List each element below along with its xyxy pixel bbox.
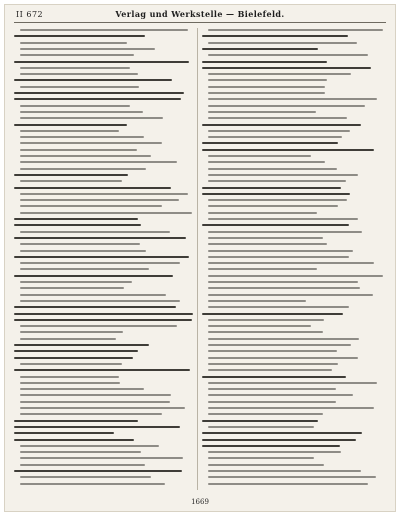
- text-line-texture: [202, 376, 346, 378]
- text-line-texture: [20, 86, 139, 88]
- text-line-texture: [202, 142, 338, 144]
- text-line-texture: [20, 294, 166, 296]
- text-line-texture: [208, 136, 342, 138]
- text-line-texture: [14, 187, 171, 189]
- text-line-texture: [202, 224, 349, 226]
- text-line-texture: [20, 325, 177, 327]
- text-line-texture: [14, 357, 133, 359]
- text-line-texture: [208, 470, 361, 472]
- text-line-texture: [208, 287, 360, 289]
- text-line-texture: [202, 124, 361, 126]
- text-line-texture: [208, 79, 327, 81]
- text-line-texture: [202, 48, 318, 50]
- text-line-texture: [208, 117, 347, 119]
- column-divider: [197, 28, 198, 490]
- text-line-texture: [20, 287, 124, 289]
- text-line-texture: [208, 338, 359, 340]
- text-line-texture: [208, 426, 314, 428]
- text-line-texture: [208, 388, 336, 390]
- text-line-texture: [208, 394, 353, 396]
- text-line-texture: [20, 457, 183, 459]
- text-line-texture: [208, 281, 358, 283]
- text-line-texture: [20, 111, 143, 113]
- text-line-texture: [208, 212, 317, 214]
- text-line-texture: [14, 98, 181, 100]
- text-line-texture: [20, 363, 122, 365]
- running-head: Verlag und Werkstelle — Bielefeld.: [115, 9, 285, 19]
- text-line-texture: [208, 457, 314, 459]
- text-line-texture: [14, 256, 189, 258]
- text-line-texture: [202, 61, 327, 63]
- text-line-texture: [20, 388, 144, 390]
- text-line-texture: [20, 464, 145, 466]
- text-line-texture: [14, 218, 138, 220]
- text-line-texture: [208, 401, 336, 403]
- text-line-texture: [20, 401, 170, 403]
- text-line-texture: [20, 105, 130, 107]
- text-line-texture: [202, 445, 340, 447]
- text-line-texture: [20, 300, 180, 302]
- text-line-texture: [14, 306, 176, 308]
- text-line-texture: [208, 161, 325, 163]
- text-line-texture: [208, 256, 349, 258]
- text-line-texture: [20, 268, 149, 270]
- text-line-texture: [208, 369, 332, 371]
- text-line-texture: [20, 262, 180, 264]
- text-line-texture: [208, 325, 311, 327]
- text-line-texture: [208, 294, 373, 296]
- text-line-texture: [20, 205, 162, 207]
- text-line-texture: [202, 35, 348, 37]
- text-line-texture: [14, 439, 134, 441]
- text-line-texture: [208, 357, 358, 359]
- text-line-texture: [208, 483, 368, 485]
- text-line-texture: [14, 174, 128, 176]
- text-line-texture: [20, 130, 119, 132]
- text-line-texture: [208, 180, 346, 182]
- text-line-texture: [14, 350, 138, 352]
- text-line-texture: [208, 155, 311, 157]
- text-line-texture: [208, 98, 377, 100]
- text-line-texture: [14, 313, 193, 315]
- text-line-texture: [20, 331, 123, 333]
- text-line-texture: [208, 382, 377, 384]
- text-line-texture: [20, 382, 120, 384]
- text-line-texture: [20, 73, 138, 75]
- text-line-texture: [202, 193, 350, 195]
- text-line-texture: [208, 268, 317, 270]
- text-line-texture: [208, 54, 368, 56]
- text-line-texture: [20, 281, 132, 283]
- text-line-texture: [14, 344, 149, 346]
- text-line-texture: [20, 451, 141, 453]
- text-line-texture: [202, 439, 356, 441]
- text-line-texture: [20, 445, 159, 447]
- text-line-texture: [202, 187, 341, 189]
- text-line-texture: [14, 224, 141, 226]
- text-line-texture: [20, 407, 185, 409]
- text-line-texture: [20, 231, 170, 233]
- text-line-texture: [14, 319, 192, 321]
- text-line-texture: [20, 54, 134, 56]
- text-line-texture: [208, 250, 353, 252]
- text-line-texture: [208, 73, 351, 75]
- text-line-texture: [20, 376, 119, 378]
- text-line-texture: [208, 300, 306, 302]
- text-line-texture: [14, 92, 184, 94]
- text-line-texture: [208, 168, 337, 170]
- text-line-texture: [14, 420, 138, 422]
- text-line-texture: [202, 149, 374, 151]
- text-line-texture: [208, 111, 316, 113]
- text-line-texture: [20, 67, 130, 69]
- text-line-texture: [208, 262, 374, 264]
- text-line-texture: [20, 142, 162, 144]
- text-line-texture: [208, 174, 358, 176]
- scanned-page: [4, 4, 396, 512]
- text-line-texture: [14, 432, 114, 434]
- header-rule: [14, 22, 386, 23]
- page-header: [4, 4, 396, 26]
- text-line-texture: [14, 275, 173, 277]
- text-line-texture: [208, 319, 324, 321]
- text-line-texture: [14, 79, 172, 81]
- text-line-texture: [208, 350, 337, 352]
- text-line-texture: [20, 212, 192, 214]
- text-line-texture: [208, 243, 327, 245]
- text-line-texture: [208, 451, 341, 453]
- page-number-top: II 672: [16, 10, 44, 19]
- text-line-texture: [208, 344, 351, 346]
- text-line-texture: [208, 331, 323, 333]
- text-line-texture: [208, 275, 383, 277]
- text-line-texture: [202, 67, 371, 69]
- text-line-texture: [20, 42, 127, 44]
- text-line-texture: [208, 105, 365, 107]
- text-line-texture: [14, 124, 127, 126]
- text-line-texture: [20, 413, 162, 415]
- text-line-texture: [202, 313, 343, 315]
- text-line-texture: [14, 426, 180, 428]
- page-number-bottom: 1669: [191, 498, 209, 506]
- text-line-texture: [208, 237, 323, 239]
- text-line-texture: [20, 483, 165, 485]
- text-line-texture: [14, 369, 190, 371]
- text-line-texture: [202, 432, 362, 434]
- text-line-texture: [208, 464, 324, 466]
- text-line-texture: [208, 476, 376, 478]
- text-line-texture: [208, 92, 325, 94]
- text-line-texture: [208, 413, 323, 415]
- text-line-texture: [208, 199, 347, 201]
- text-line-texture: [20, 243, 140, 245]
- text-line-texture: [208, 231, 362, 233]
- text-line-texture: [20, 394, 171, 396]
- right-column: [202, 28, 384, 490]
- text-line-texture: [20, 48, 155, 50]
- text-line-texture: [14, 470, 182, 472]
- text-line-texture: [20, 117, 163, 119]
- text-line-texture: [20, 29, 188, 31]
- text-line-texture: [208, 42, 357, 44]
- text-line-texture: [20, 199, 179, 201]
- text-line-texture: [208, 306, 349, 308]
- text-line-texture: [20, 161, 177, 163]
- text-line-texture: [20, 250, 146, 252]
- text-line-texture: [20, 168, 146, 170]
- text-line-texture: [208, 29, 383, 31]
- text-line-texture: [20, 180, 122, 182]
- text-line-texture: [14, 35, 145, 37]
- text-line-texture: [14, 61, 189, 63]
- left-column: [14, 28, 194, 490]
- text-line-texture: [208, 218, 358, 220]
- text-line-texture: [20, 193, 188, 195]
- text-line-texture: [20, 476, 151, 478]
- text-line-texture: [20, 149, 137, 151]
- text-line-texture: [208, 407, 374, 409]
- text-line-texture: [14, 237, 186, 239]
- text-line-texture: [208, 130, 350, 132]
- text-line-texture: [20, 155, 151, 157]
- text-line-texture: [208, 363, 338, 365]
- text-line-texture: [20, 136, 144, 138]
- text-line-texture: [208, 86, 325, 88]
- text-line-texture: [202, 420, 318, 422]
- text-line-texture: [208, 205, 338, 207]
- text-line-texture: [20, 338, 116, 340]
